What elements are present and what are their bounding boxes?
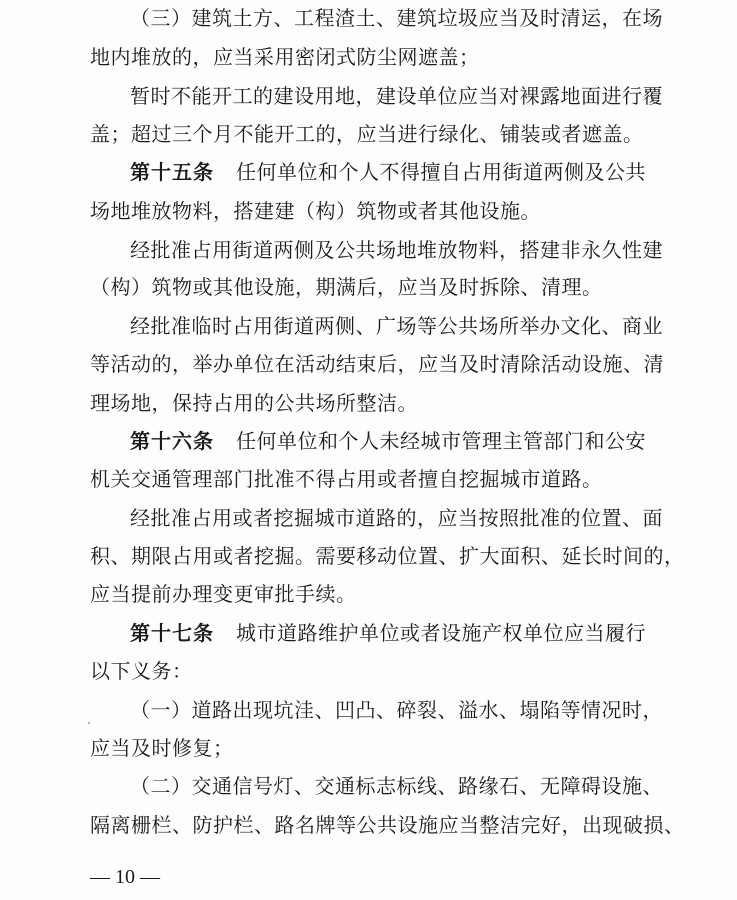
paragraph-line: （构）筑物或其他设施，期满后，应当及时拆除、清理。 <box>90 275 603 299</box>
paragraph-line: 经批准占用或者挖掘城市道路的，应当按照批准的位置、面 <box>130 506 663 530</box>
article-first-line: 第十六条 任何单位和个人未经城市管理主管部门和公安 <box>130 429 646 453</box>
article-first-line: 第十七条 城市道路维护单位或者设施产权单位应当履行 <box>130 621 646 645</box>
article-first-line: 第十五条 任何单位和个人不得擅自占用街道两侧及公共 <box>130 160 646 184</box>
scan-speck <box>88 722 90 724</box>
article-heading: 第十六条 <box>130 429 214 453</box>
paragraph-line: 应当提前办理变更审批手续。 <box>90 582 357 606</box>
paragraph-line: 理场地，保持占用的公共场所整洁。 <box>90 391 418 415</box>
paragraph-line: 等活动的，举办单位在活动结束后，应当及时清除活动设施、清 <box>90 352 664 376</box>
paragraph-line: 经批准占用街道两侧及公共场地堆放物料，搭建非永久性建 <box>130 238 663 262</box>
paragraph-line: 地内堆放的，应当采用密闭式防尘网遮盖； <box>90 45 480 69</box>
paragraph-line: 暂时不能开工的建设用地，建设单位应当对裸露地面进行覆 <box>130 84 663 108</box>
paragraph-line: 积、期限占用或者挖掘。需要移动位置、扩大面积、延长时间的， <box>90 544 685 568</box>
paragraph-line: 机关交通管理部门批准不得占用或者擅自挖掘城市道路。 <box>90 467 603 491</box>
paragraph-line: 隔离栅栏、防护栏、路名牌等公共设施应当整洁完好，出现破损、 <box>90 813 685 837</box>
paragraph-line: 以下义务： <box>90 659 193 683</box>
paragraph-line: 应当及时修复； <box>90 736 234 760</box>
article-heading: 第十七条 <box>130 621 214 645</box>
article-heading: 第十五条 <box>130 160 214 184</box>
paragraph-line: （三）建筑土方、工程渣土、建筑垃圾应当及时清运，在场 <box>130 6 663 30</box>
paragraph-line: 场地堆放物料，搭建建（构）筑物或者其他设施。 <box>90 199 541 223</box>
paragraph-line: （二）交通信号灯、交通标志标线、路缘石、无障碍设施、 <box>130 774 663 798</box>
paragraph-line: 盖；超过三个月不能开工的，应当进行绿化、铺装或者遮盖。 <box>90 122 644 146</box>
paragraph-line: （一）道路出现坑洼、凹凸、碎裂、溢水、塌陷等情况时， <box>130 698 663 722</box>
paragraph-line: 经批准临时占用街道两侧、广场等公共场所举办文化、商业 <box>130 314 663 338</box>
page-number: — 10 — <box>90 866 160 888</box>
